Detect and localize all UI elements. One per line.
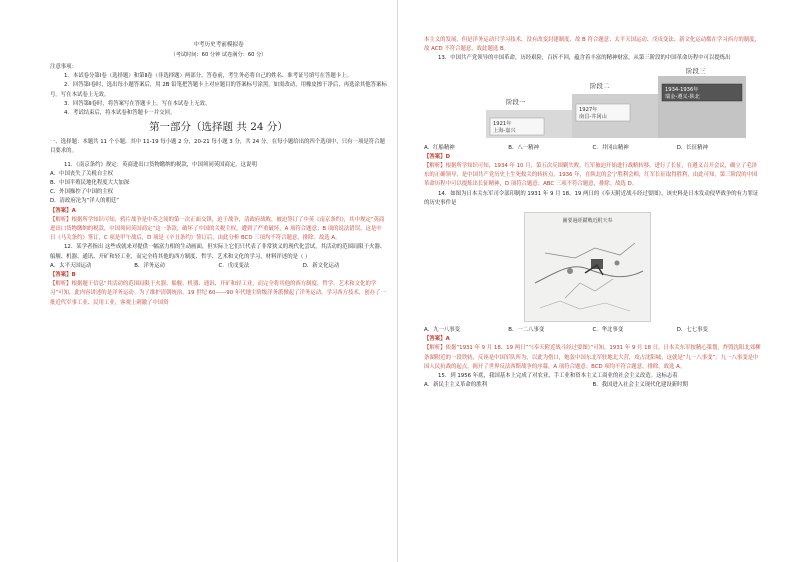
q14-analysis-text: 【解析】依据“1931 年 9 月 18、19 两日”“《奉天附近战斗经过要图》”可知，1931 年 9 月 18 日，日本关东军按精心策划，炸毁沈阳北郊柳条湖附近的一段铁轨，反诬是中国军队所为，以此为借口，炮轰中国东北军驻地北大营，攻占沈阳城，这就是“九一八事变”。九一八事变是中国人民抗战的起点，揭开了世界反法西斯战争的序幕，A 项符合题意；BCD 项均不符合题意，排除。故选 A。 [424, 345, 761, 370]
q12-option-b: B．洋务运动 [134, 262, 165, 269]
map-title: 圖要過經鬪戰近附天奉 [562, 218, 613, 225]
stage2-place: 南昌-井冈山 [579, 113, 607, 120]
notes-title: 注意事项： [50, 64, 77, 70]
q11-analysis-text: 【解析】根据所学知识可知，鸦片战争是中英之间的第一次正面交锋，迫于战争，清政府战败，被迫签订了中英《南京条约》，其中规定“英商进出口货物缴纳的税款，中国须同英国商定”这一条款，破坏了中国的关税主权，遭到了严重破坏，A 项符合题意；B 项的说法错误，这是中日《马关条约》签订，C 项是甲午战后，D 项是《辛丑条约》签订后，由此分析 BCD 三项均不符合题意，排除。故选 A。 [50, 216, 385, 242]
q14-options [424, 326, 761, 335]
q12-cont-text: 本主义的发展，但是洋务运动只学习技术，没有改变封建制度，故 B 符合题意；太平天国运动、戊戌变法、新文化运动都在学习西方的制度，故 ACD 不符合题意，故此题选 B。 [424, 37, 760, 53]
mukden-map-figure [424, 212, 761, 322]
q11-stem: 11．《南京条约》规定：英商进出口货物缴纳的税款，中国须同英国商定。这说明 [64, 161, 257, 168]
stage2-title: 阶段二 [590, 81, 610, 90]
q12-analysis-text: 【解析】根据题干信息“其活动的范围局限于火器、船舰、机器、通讯、开矿和轻工业，而完全将其他的西方制度、哲学、艺术和文化的学习”可知，此内容讲述的是洋务运动。为了维护清朝统治，19 世纪 60——90 年代地主阶级洋务派掀起了洋务运动，学习西方技术，创办了一批近代军事工业、民用工业，客观上刺激了中国资 [50, 281, 386, 306]
note-1: 1．本试卷分第Ⅰ卷（选择题）和第Ⅱ卷（非选择题）两部分。答卷前，考生务必将自己的姓名、准考证号填写在答题卡上。 [64, 73, 352, 80]
q14-option-c: C．华北事变 [592, 327, 624, 334]
stairs-diagram [486, 66, 746, 138]
note-2: 2．回答第Ⅰ卷时，选出每小题答案后，用 2B 铅笔把答题卡上对应题目的答案标号涂黑。如需改动，用橡皮擦干净后，再选涂其他答案标号。写在本试卷上无效。 [50, 82, 387, 98]
q11-option-c: C．外国操控了中国的主权 [50, 189, 114, 196]
q15-option-a: A．新民主主义革命的胜利 [424, 382, 487, 389]
q15-options [424, 381, 761, 390]
q12-option-d: D．新文化运动 [302, 262, 340, 269]
q12-answer: 【答案】B [50, 272, 76, 279]
revolution-stages-figure [424, 66, 761, 140]
q13-stem: 13．中国共产党领导的中国革命，历经艰险，百折不回，蕴含着丰富的精神财富。从第三阶段的中国革命历程中可以提炼出 [438, 55, 731, 62]
q14-option-b: B．一二八事变 [508, 327, 545, 334]
q11-option-b: B．中国半殖民地化程度大大加深 [50, 180, 130, 187]
q13-options [424, 144, 761, 153]
q13-analysis [424, 162, 761, 190]
q11-option-d: D．清政府沦为“洋人的朝廷” [50, 198, 120, 205]
q12-option-a: A．太平天国运动 [50, 262, 92, 269]
note-3: 3．回答第Ⅱ卷时，将答案写在答题卡上。写在本试卷上无效。 [64, 100, 211, 107]
section-intro: 一、选择题：本题共 11 个小题，其中 11-19 每小题 2 分，20-21 每小题 3 分，共 24 分。在每小题给出的四个选项中，只有一项是符合题目要求的。 [50, 139, 385, 155]
stage2-year: 1927年 [579, 106, 598, 113]
exam-meta: （考试时间：60 分钟 试卷满分：60 分） [170, 52, 267, 58]
part-title: 第一部分（选择题 共 24 分） [149, 121, 288, 134]
left-column [50, 0, 387, 308]
q13-option-a: A．红船精神 [424, 144, 455, 151]
q13-option-c: C．井冈山精神 [592, 144, 629, 151]
q13-option-b: B．八一精神 [508, 144, 539, 151]
q13-analysis-text: 【解析】根据所学知识可知，1934 年 10 月，第五次反围剿失败，红军被迫开始进行战略转移，进行了长征，在遵义召开会议，确立了毛泽东的正确领导，是中国共产党历史上生死攸关的转折点，1936 年，在陕北的会宁胜利会师，红军长征取得胜利，由此可知，第三阶段的中国革命历程中可以提炼出长征精神，D 项符合题意；ABC 三项不符合题意，排除。故选 D。 [424, 163, 758, 188]
q14-analysis [424, 344, 761, 372]
q11-answer: 【答案】A [50, 207, 76, 214]
right-column [424, 36, 761, 390]
q12-analysis [50, 280, 387, 308]
q13-answer: 【答案】D [424, 153, 451, 160]
map-drawing [525, 213, 650, 321]
q12-option-c: C．戊戌变法 [218, 262, 250, 269]
q12-options [50, 262, 387, 271]
q12-analysis-continued [424, 36, 761, 54]
q14-option-a: A．九一八事变 [424, 327, 461, 334]
stage3-year: 1934-1936年 [665, 86, 699, 93]
exam-title: 中考历史考前模拟卷 [193, 42, 244, 48]
q15-stem: 15．到 1956 年底，我国基本上完成了对农业、手工业和资本主义工商业的社会主义改造。这标志着 [438, 373, 678, 380]
q14-option-d: D．七七事变 [676, 327, 708, 334]
q14-stem: 14．如图为日本关东军司令部印制的 1931 年 9 月 18、19 两日的《奉天附近战斗经过要图》。该史料是日本发动侵华战争的有力罪证的历史事件是 [424, 190, 759, 206]
stage3-place: 瑞金-遵义-陕北 [665, 93, 700, 100]
column-divider [397, 0, 398, 562]
q11-analysis [50, 216, 387, 244]
q13-option-d: D．长征精神 [676, 144, 708, 151]
stage3-title: 阶段三 [686, 66, 706, 75]
note-4: 4．考试结束后，将本试卷和答题卡一并交回。 [64, 110, 176, 117]
stage1-place: 上海-嘉兴 [493, 127, 516, 134]
q15-option-b: B．我国进入社会主义现代化建设新时期 [592, 382, 688, 389]
battle-map-image [524, 212, 651, 322]
q12-stem: 12．某学者指出 这些成就来对提供一幅富力相的生动画面，但实际上它们只代表了非常狭义的现代化尝试，其活动的范围局限于火器、船舰、机器、通讯、开矿和轻工业，而完全将其他的西方制度、哲学、艺术和文化的学习，材料评述的是（ ） [50, 244, 386, 260]
q11-option-a: A．中国丧失了关税自主权 [50, 170, 113, 177]
stage1-year: 1921年 [493, 120, 512, 127]
q14-answer: 【答案】A [424, 336, 450, 343]
stage1-title: 阶段一 [506, 97, 526, 106]
